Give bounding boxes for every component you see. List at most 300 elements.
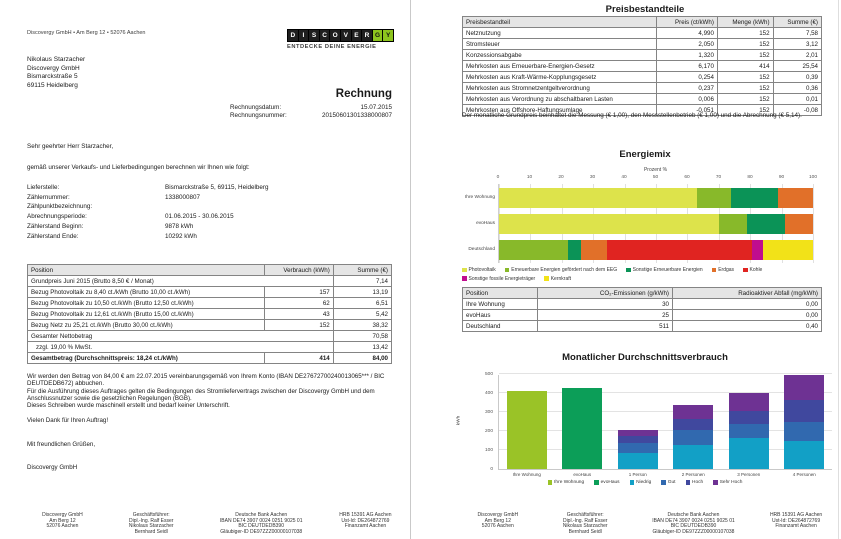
table-cell: 25,54	[773, 61, 821, 72]
detail-row	[27, 193, 268, 203]
discovergy-logo	[287, 29, 394, 50]
legend-label: Sehr Hoch	[719, 480, 743, 485]
column-header: Summe (€)	[333, 265, 391, 276]
page-title: Rechnung	[335, 88, 392, 100]
cell-summe: 13,19	[333, 287, 391, 298]
bar-segment	[507, 391, 547, 469]
footer-line: HRB 15391 AG Aachen	[339, 512, 392, 518]
footer-line: IBAN DE74 3907 0024 0251 9025 01	[219, 517, 303, 524]
category-label: 4 Personen	[792, 471, 816, 477]
legend-swatch	[462, 276, 467, 281]
meta-value: 20150601301338000807	[321, 112, 392, 120]
footer-line: HRB 15391 AG Aachen	[769, 512, 823, 518]
legend-swatch	[462, 268, 467, 273]
legend-item	[712, 267, 734, 273]
table-cell: 152	[717, 50, 773, 61]
bar-segment	[785, 214, 813, 234]
legend-label: evoHaus	[600, 480, 620, 485]
table-cell: 30	[538, 299, 673, 310]
column-header: Menge (kWh)	[717, 17, 773, 28]
category-label: evoHaus	[573, 471, 592, 477]
table-cell: 152	[717, 83, 773, 94]
detail-row	[27, 202, 268, 212]
logo-letter: C	[320, 30, 330, 41]
table-cell: 1,320	[656, 50, 717, 61]
cell-summe: 5,42	[333, 309, 391, 320]
bar-segment	[618, 443, 658, 453]
tick-label: 70	[715, 175, 722, 180]
recipient-line: 69115 Heidelberg	[27, 81, 78, 89]
legend-item	[548, 480, 585, 485]
tick-label: 60	[684, 175, 690, 180]
footer-line: Nikolaus Starzacher	[562, 523, 608, 530]
legend-swatch	[505, 268, 510, 273]
bar-segment	[784, 441, 824, 469]
table-cell: Mehrkosten aus Verordnung zu abschaltbaren Lasten	[463, 94, 657, 105]
table-cell: 0,00	[673, 299, 822, 310]
footer-right	[456, 513, 836, 535]
table-cell: Mehrkosten aus Offshore-Haftungsumlage	[463, 105, 657, 116]
cell-verbrauch: 157	[264, 287, 333, 298]
detail-row	[27, 212, 268, 222]
tick-label: 50	[652, 175, 659, 180]
legend-item	[713, 480, 742, 485]
legend-item	[462, 267, 496, 273]
cell-position: Bezug Netz zu 25,21 ct./kWh (Brutto 30,00 ct./kWh)	[28, 320, 265, 331]
footer-line: Gläubiger-ID DE97ZZZ00000107038	[652, 528, 735, 535]
tick-label: 300	[484, 410, 493, 415]
footer-column	[756, 513, 836, 535]
table-cell: 2,050	[656, 39, 717, 50]
co2-table-body	[463, 299, 822, 332]
category-label: Ihre Wohnung	[464, 195, 495, 200]
legend-label: Kernkraft	[550, 275, 572, 282]
price-table-wrap	[462, 16, 822, 116]
footer-line: BIC DEUTDEDB390	[238, 523, 284, 530]
bar-segment	[784, 400, 824, 422]
detail-label: Zählernummer:	[27, 193, 70, 201]
column-header: Preis (ct/kWh)	[656, 17, 717, 28]
paragraph-debit: Wir werden den Betrag von 84,00 € am 22.07.2015 vereinbarungsgemäß von Ihrem Konto (IBAN DE27672700240013065*** / BIC DEUTDEDB672) abbuchen.	[27, 373, 385, 388]
invoice-meta	[230, 104, 392, 120]
bar-segment	[673, 445, 713, 469]
detail-value: 10292 kWh	[165, 232, 197, 240]
paragraph-machine: Dieses Schreiben wurde maschinell erstellt und bedarf keiner Unterschrift.	[27, 402, 230, 410]
table-cell: 0,36	[773, 83, 821, 94]
footer-line: Gläubiger-ID DE97ZZZ00000107038	[220, 528, 303, 535]
bar-slot	[499, 375, 555, 477]
table-cell: 25	[538, 310, 673, 321]
footer-line: Geschäftsführer:	[132, 512, 170, 518]
legend-item	[594, 480, 619, 485]
page-right-edge	[838, 0, 839, 539]
tick-label: 400	[484, 391, 493, 396]
logo-letter: I	[299, 30, 309, 41]
bar-segment	[499, 240, 568, 260]
detail-value: Bismarckstraße 5, 69115, Heidelberg	[165, 184, 269, 191]
detail-label: Zählpunktbezeichnung:	[27, 203, 93, 211]
bar-segment	[697, 188, 732, 208]
detail-label: Zählerstand Beginn:	[27, 222, 84, 230]
bar-segment	[673, 430, 713, 444]
detail-row	[27, 222, 268, 232]
signature-line: Discovergy GmbH	[27, 464, 78, 472]
table-row	[463, 28, 822, 39]
footer-column	[631, 513, 756, 535]
legend-swatch	[743, 268, 748, 273]
table-row	[463, 61, 822, 72]
table-cell: 3,12	[773, 39, 821, 50]
cell-position: Gesamter Nettobetrag	[28, 331, 334, 342]
column-header: Position	[463, 288, 538, 299]
co2-table-wrap	[462, 287, 822, 332]
table-row	[28, 353, 392, 364]
energiemix-title: Energiemix	[619, 149, 671, 160]
cell-summe: 6,51	[333, 298, 391, 309]
legend-swatch	[626, 268, 631, 273]
tick-label: 20	[558, 175, 564, 180]
logo-letter: S	[309, 30, 319, 41]
bar-slot	[555, 375, 611, 477]
footer-line: Dipl.-Ing. Ralf Esser	[128, 517, 174, 524]
price-table-head	[463, 17, 822, 28]
table-row	[463, 50, 822, 61]
tick-label: 10	[526, 175, 533, 180]
tick-label: 30	[589, 175, 596, 180]
bar-segment	[729, 424, 769, 438]
bar-segment	[729, 411, 769, 425]
bar-slot	[610, 375, 666, 477]
footer-line: Finanzamt Aachen	[344, 523, 387, 530]
footer-line: Deutsche Bank Aachen	[235, 512, 288, 518]
footer-line: Deutsche Bank Aachen	[667, 512, 720, 518]
cell-position: Bezug Photovoltaik zu 10,50 ct./kWh (Brutto 12,50 ct./kWh)	[28, 298, 265, 309]
co2-table	[462, 287, 822, 332]
cell-position: Grundpreis Juni 2015 (Brutto 8,50 € / Monat)	[28, 276, 334, 287]
footer-column	[540, 513, 631, 535]
column-header: Preisbestandteil	[463, 17, 657, 28]
stacked-bar	[729, 393, 769, 469]
legend-label: Kohle	[749, 267, 763, 273]
footer-column	[198, 513, 325, 535]
cell-position: Gesamtbetrag (Durchschnittspreis: 18,24 ct./kWh)	[28, 353, 265, 364]
bar-segment	[581, 240, 608, 260]
bar-segment	[499, 188, 697, 208]
sender-address-line: Discovergy GmbH • Am Berg 12 • 52076 Aachen	[27, 30, 146, 36]
legend-label: Hoch	[692, 480, 704, 485]
bar-segment	[562, 388, 602, 469]
footer-line: Nikolaus Starzacher	[128, 523, 174, 530]
table-row	[28, 331, 392, 342]
legend-label: Niedrig	[636, 480, 652, 485]
invoice-table-wrap	[27, 264, 392, 364]
category-label: 2 Personen	[681, 471, 705, 477]
tick-label: 100	[808, 175, 818, 180]
table-cell: 0,40	[673, 321, 822, 332]
legend-swatch	[686, 480, 691, 485]
stacked-bar	[562, 388, 602, 469]
footer-column	[105, 513, 198, 535]
legend-item	[544, 276, 571, 282]
logo-wordmark	[287, 29, 394, 42]
logo-letter: E	[352, 30, 362, 41]
table-cell: 152	[717, 105, 773, 116]
table-row	[28, 276, 392, 287]
price-note: Der monatliche Grundpreis beinhaltet die Messung (€ 1,00), den Messstellenbetrieb (€ 1,00) und die Abrechnung (€ 5,14).	[462, 112, 802, 119]
detail-value: 9878 kWh	[165, 222, 194, 230]
category-label: 3 Personen	[737, 471, 761, 477]
category-label: evoHaus	[476, 221, 495, 226]
logo-letter-accent: G	[373, 30, 383, 41]
category-label: Deutschland	[468, 247, 495, 252]
table-cell: 0,006	[656, 94, 717, 105]
energiemix-legend	[462, 267, 836, 282]
recipient-line: Bismarckstraße 5	[27, 73, 78, 81]
monthly-plot	[498, 375, 832, 477]
logo-tagline: ENTDECKE DEINE ENERGIE	[287, 44, 377, 50]
legend-label: Ihre Wohnung	[554, 480, 585, 485]
table-row	[463, 83, 822, 94]
stacked-bar	[499, 188, 813, 208]
monthly-chart	[455, 366, 835, 478]
table-row	[463, 299, 822, 310]
legend-swatch	[712, 268, 717, 273]
bar-segment	[747, 214, 785, 234]
table-row	[463, 310, 822, 321]
footer-line: 52076 Aachen	[46, 523, 79, 530]
footer-line: Am Berg 12	[49, 517, 76, 524]
cell-position: Bezug Photovoltaik zu 12,61 ct./kWh (Brutto 15,00 ct./kWh)	[28, 309, 265, 320]
legend-item	[661, 480, 675, 485]
logo-letter: D	[288, 30, 298, 41]
footer-line: Ust-Id: DE264872769	[341, 517, 390, 524]
footer-line: Finanzamt Aachen	[775, 523, 817, 530]
invoice-table-head	[28, 265, 392, 276]
energiemix-axis-label: Prozent %	[643, 167, 668, 173]
legend-label: Gut	[667, 480, 676, 485]
bar-segment	[499, 214, 719, 234]
bar-segment	[719, 214, 747, 234]
page-divider	[410, 0, 411, 539]
bar-segment	[778, 188, 813, 208]
table-cell: 0,01	[773, 94, 821, 105]
column-header: Summe (€)	[773, 17, 821, 28]
category-label: Ihre Wohnung	[512, 471, 541, 477]
invoice-table-body	[28, 276, 392, 364]
closing-line: Mit freundlichen Grüßen,	[27, 440, 96, 448]
table-cell: 414	[717, 61, 773, 72]
table-row	[463, 39, 822, 50]
footer-line: Geschäftsführer:	[566, 512, 604, 518]
table-row	[28, 298, 392, 309]
table-cell: 0,237	[656, 83, 717, 94]
footer-column	[20, 513, 105, 535]
table-cell: Stromsteuer	[463, 39, 657, 50]
legend-swatch	[594, 480, 599, 485]
bar-slot	[721, 375, 777, 477]
table-cell: evoHaus	[463, 310, 538, 321]
table-cell: 4,990	[656, 28, 717, 39]
footer-column	[456, 513, 540, 535]
legend-item	[505, 267, 617, 273]
bar-segment	[784, 375, 824, 400]
legend-swatch	[544, 276, 549, 281]
table-cell: Mehrkosten aus Erneuerbare-Energien-Gesetz	[463, 61, 657, 72]
stacked-bar	[507, 391, 547, 469]
stacked-bar	[499, 240, 813, 260]
detail-label: Lieferstelle:	[27, 184, 60, 191]
cell-summe: 38,32	[333, 320, 391, 331]
meta-label: Rechnungsdatum:	[230, 104, 282, 111]
bar-slot	[777, 375, 833, 477]
monthly-legend	[455, 480, 835, 485]
table-row	[463, 94, 822, 105]
table-cell: 0,254	[656, 72, 717, 83]
bar-segment	[568, 240, 581, 260]
cell-summe: 7,14	[333, 276, 391, 287]
column-header: Verbrauch (kWh)	[264, 265, 333, 276]
cell-verbrauch: 62	[264, 298, 333, 309]
table-row	[28, 309, 392, 320]
bar-segment	[729, 438, 769, 469]
tick-label: 40	[621, 175, 627, 180]
invoice-meta-row	[230, 112, 392, 120]
legend-swatch	[661, 480, 666, 485]
legend-item	[630, 480, 652, 485]
intro-line: gemäß unserer Verkaufs- und Lieferbedingungen berechnen wir Ihnen wie folgt:	[27, 164, 250, 171]
tick-label: 0	[490, 467, 493, 472]
table-row	[28, 342, 392, 353]
table-cell: Mehrkosten aus Stromnetzentgeltverordnung	[463, 83, 657, 94]
monthly-bars	[499, 375, 832, 477]
footer-column	[325, 513, 406, 535]
cell-verbrauch: 414	[264, 353, 333, 364]
cell-position: zzgl. 19,00 % MwSt.	[28, 342, 334, 353]
legend-swatch	[713, 480, 718, 485]
column-header: CO₂-Emissionen (g/kWh)	[538, 288, 673, 299]
bar-segment	[784, 422, 824, 442]
recipient-line: Nikolaus Starzacher	[27, 56, 86, 63]
table-row	[28, 287, 392, 298]
bar-segment	[673, 405, 713, 419]
footer-line: Discovergy GmbH	[42, 512, 83, 518]
legend-swatch	[548, 480, 553, 485]
co2-table-head	[463, 288, 822, 299]
table-row	[463, 321, 822, 332]
bar-segment	[752, 240, 763, 260]
stacked-bar	[673, 405, 713, 469]
table-cell: -0,08	[773, 105, 821, 116]
footer-line: Discovergy GmbH	[477, 512, 519, 518]
column-header: Radioaktiver Abfall (mg/kWh)	[673, 288, 822, 299]
energiemix-ticks	[496, 175, 818, 182]
table-cell: Konzessionsabgabe	[463, 50, 657, 61]
legend-swatch	[630, 480, 635, 485]
cell-summe: 70,58	[333, 331, 391, 342]
table-header-row	[463, 288, 822, 299]
cell-position: Bezug Photovoltaik zu 8,40 ct./kWh (Brutto 10,00 ct./kWh)	[28, 287, 265, 298]
table-cell: Ihre Wohnung	[463, 299, 538, 310]
tick-label: 500	[484, 372, 493, 377]
category-label: 1 Person	[628, 471, 647, 477]
legend-item	[462, 276, 535, 282]
recipient-line: Discovergy GmbH	[27, 64, 80, 72]
price-table-body	[463, 28, 822, 116]
footer-line: Am Berg 12	[484, 517, 511, 524]
bar-segment	[673, 419, 713, 430]
bar-segment	[607, 240, 751, 260]
legend-label: Photovoltaik	[468, 267, 496, 273]
logo-letter: R	[362, 30, 372, 41]
cell-verbrauch: 43	[264, 309, 333, 320]
logo-letter: V	[341, 30, 351, 41]
meta-label: Rechnungsnummer:	[230, 112, 287, 120]
price-components-title: Preisbestandteile	[605, 4, 685, 15]
table-cell: Netznutzung	[463, 28, 657, 39]
invoice-table	[27, 264, 392, 364]
legend-label: Erneuerbare Energien gefördert nach dem EEG	[511, 267, 618, 273]
stacked-bar	[499, 214, 813, 234]
footer-line: IBAN DE74 3907 0024 0251 9025 01	[652, 517, 735, 524]
detail-row	[27, 232, 268, 242]
table-cell: 6,170	[656, 61, 717, 72]
table-cell: 0,00	[673, 310, 822, 321]
table-cell: Deutschland	[463, 321, 538, 332]
cell-verbrauch: 152	[264, 320, 333, 331]
table-header-row	[463, 17, 822, 28]
paragraph-terms: Für die Ausführung dieses Auftrages gelten die Bedingungen des Stromliefervertrags zwischen der Discovergy GmbH und dem Anschlussnutzer sowie die gesetzlichen Regelungen (BGB).	[27, 387, 375, 402]
detail-label: Abrechnungsperiode:	[27, 213, 87, 221]
delivery-details	[27, 183, 268, 241]
table-header-row	[28, 265, 392, 276]
grid-line	[499, 373, 832, 374]
table-cell: 152	[717, 39, 773, 50]
footer-line: 52076 Aachen	[481, 523, 514, 530]
table-cell: 0,39	[773, 72, 821, 83]
tick-label: 0	[496, 175, 500, 180]
footer-line: Bernhard Seidl	[134, 528, 168, 535]
cell-summe: 13,42	[333, 342, 391, 353]
legend-item	[743, 267, 762, 273]
bar-segment	[618, 436, 658, 443]
grid-line	[813, 184, 814, 263]
footer-line: Dipl.-Ing. Ralf Esser	[562, 517, 608, 524]
tick-label: 90	[778, 175, 785, 180]
table-cell: 152	[717, 94, 773, 105]
footer-line: BIC DEUTDEDB390	[670, 523, 717, 530]
column-header: Position	[28, 265, 265, 276]
bar-segment	[618, 453, 658, 469]
tick-label: 200	[484, 429, 493, 434]
logo-letter-accent: Y	[383, 30, 393, 41]
table-cell: -0,051	[656, 105, 717, 116]
detail-value: 1338000807	[165, 193, 201, 201]
footer-line: Ust-Id: DE264872769	[772, 517, 821, 524]
invoice-body-text	[27, 373, 389, 471]
table-cell: 152	[717, 28, 773, 39]
tick-label: 100	[484, 448, 493, 453]
invoice-meta-row	[230, 104, 392, 112]
legend-item	[686, 480, 704, 485]
bar-segment	[731, 188, 778, 208]
footer-line: Bernhard Seidl	[568, 528, 602, 535]
legend-label: Sonstige Erneuerbare Energien	[632, 267, 703, 273]
logo-letter: O	[330, 30, 340, 41]
legend-label: Sonstige fossile Energieträger	[468, 275, 536, 282]
detail-row	[27, 183, 268, 193]
table-row	[463, 72, 822, 83]
bar-segment	[729, 393, 769, 411]
